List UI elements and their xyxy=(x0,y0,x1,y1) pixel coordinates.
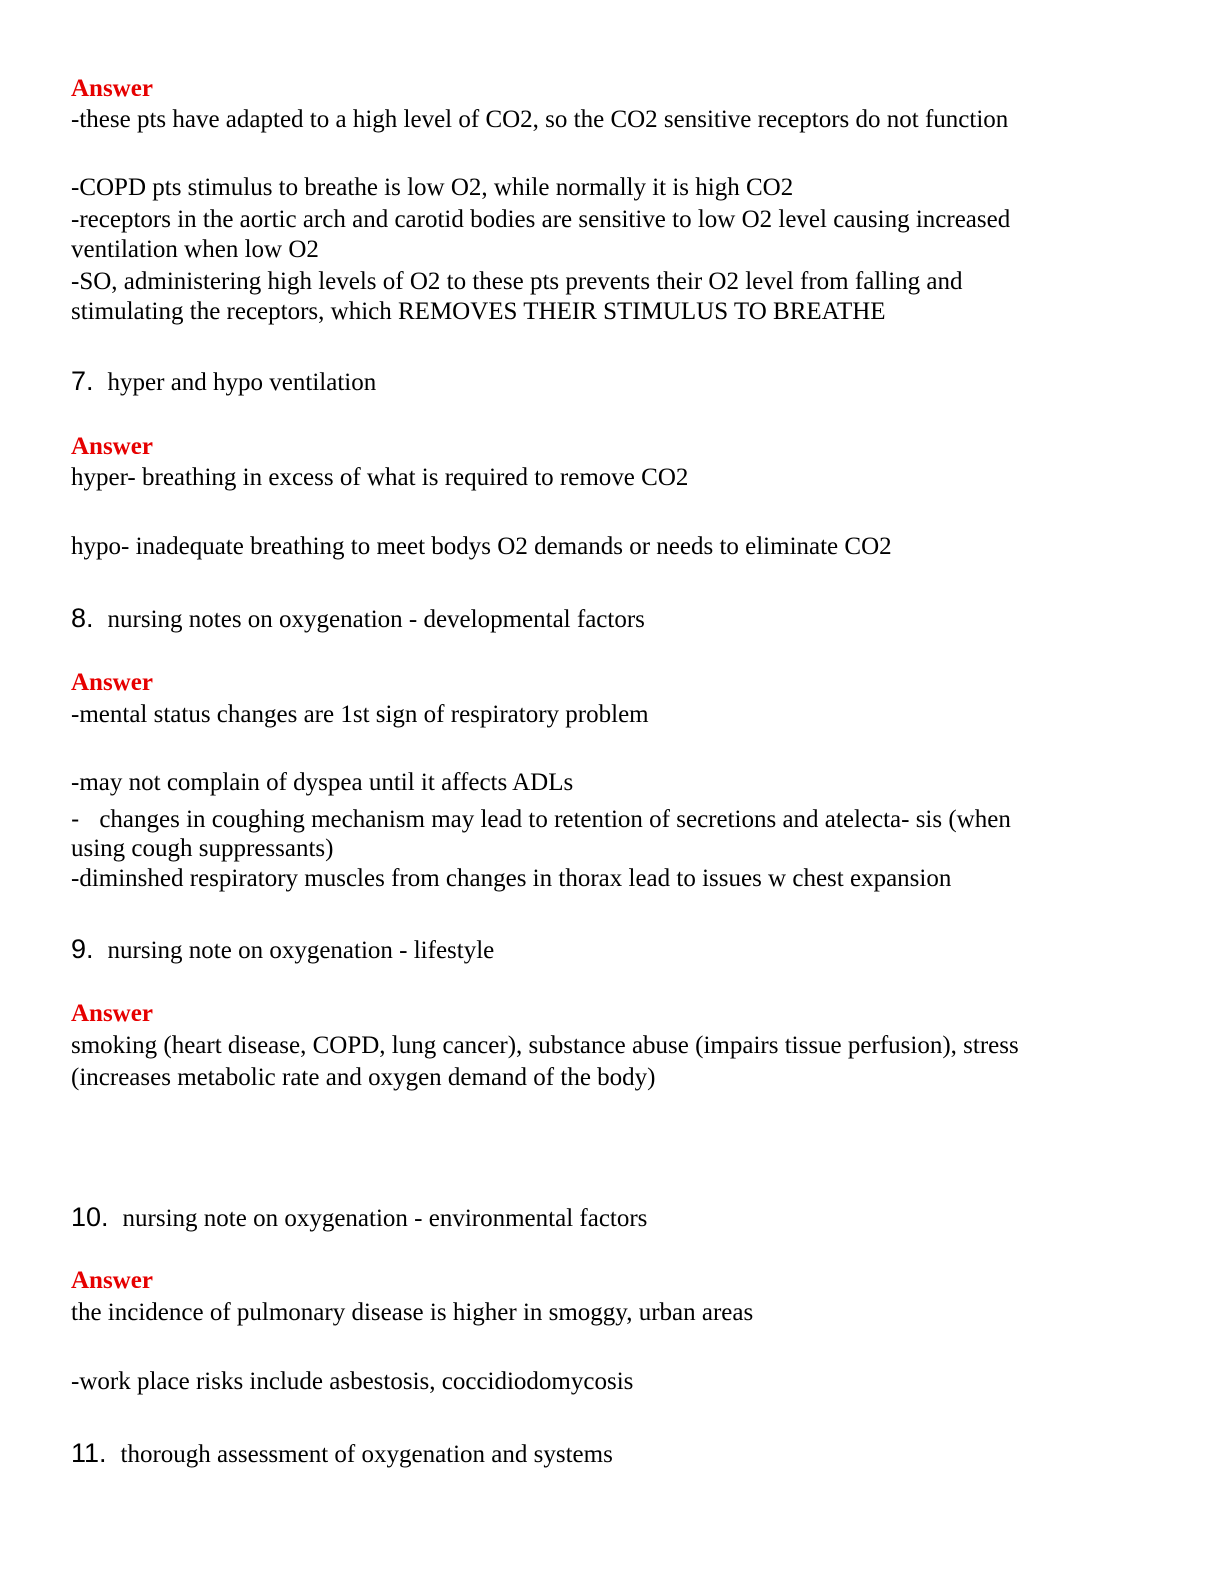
question-text: nursing notes on oxygenation - developmental factors xyxy=(107,606,645,633)
answer-label: Answer xyxy=(71,669,153,696)
question-text: nursing note on oxygenation - environmental factors xyxy=(122,1205,648,1232)
answer-line-text: changes in coughing mechanism may lead to retention of secretions and atelecta- sis (when xyxy=(99,806,1011,833)
answer-label: Answer xyxy=(71,75,153,102)
answer-line: ventilation when low O2 xyxy=(71,236,319,263)
answer-line: -work place risks include asbestosis, coccidiodomycosis xyxy=(71,1368,634,1395)
question-number: 10. xyxy=(71,1202,109,1232)
answer-line xyxy=(71,804,1011,835)
answer-label: Answer xyxy=(71,1000,153,1027)
answer-label: Answer xyxy=(71,1267,153,1294)
bullet-dash: - xyxy=(71,805,80,833)
answer-line: -mental status changes are 1st sign of respiratory problem xyxy=(71,701,649,728)
question-10 xyxy=(71,1202,647,1234)
question-8 xyxy=(71,603,645,635)
answer-line: (increases metabolic rate and oxygen demand of the body) xyxy=(71,1064,656,1091)
question-number: 8. xyxy=(71,603,94,633)
question-11 xyxy=(71,1438,613,1470)
answer-line: smoking (heart disease, COPD, lung cancer), substance abuse (impairs tissue perfusion), stress xyxy=(71,1032,1019,1059)
question-number: 9. xyxy=(71,934,94,964)
question-number: 7. xyxy=(71,366,94,396)
answer-line: -may not complain of dyspea until it affects ADLs xyxy=(71,769,574,796)
question-9 xyxy=(71,934,494,966)
answer-line: stimulating the receptors, which REMOVES THEIR STIMULUS TO BREATHE xyxy=(71,298,886,325)
question-text: thorough assessment of oxygenation and systems xyxy=(120,1441,613,1468)
answer-line: hypo- inadequate breathing to meet bodys O2 demands or needs to eliminate CO2 xyxy=(71,533,892,560)
answer-line: -diminshed respiratory muscles from changes in thorax lead to issues w chest expansion xyxy=(71,865,952,892)
answer-line: -these pts have adapted to a high level of CO2, so the CO2 sensitive receptors do not function xyxy=(71,106,1009,133)
answer-line: -COPD pts stimulus to breathe is low O2, while normally it is high CO2 xyxy=(71,174,794,201)
question-text: nursing note on oxygenation - lifestyle xyxy=(107,937,495,964)
question-7 xyxy=(71,366,376,398)
answer-line: -SO, administering high levels of O2 to these pts prevents their O2 level from falling and xyxy=(71,268,963,295)
answer-line: the incidence of pulmonary disease is higher in smoggy, urban areas xyxy=(71,1299,754,1326)
answer-line: using cough suppressants) xyxy=(71,835,334,862)
answer-line: hyper- breathing in excess of what is required to remove CO2 xyxy=(71,464,689,491)
question-number: 11. xyxy=(71,1438,107,1468)
answer-line: -receptors in the aortic arch and carotid bodies are sensitive to low O2 level causing increased xyxy=(71,206,1011,233)
question-text: hyper and hypo ventilation xyxy=(107,369,377,396)
answer-label: Answer xyxy=(71,433,153,460)
